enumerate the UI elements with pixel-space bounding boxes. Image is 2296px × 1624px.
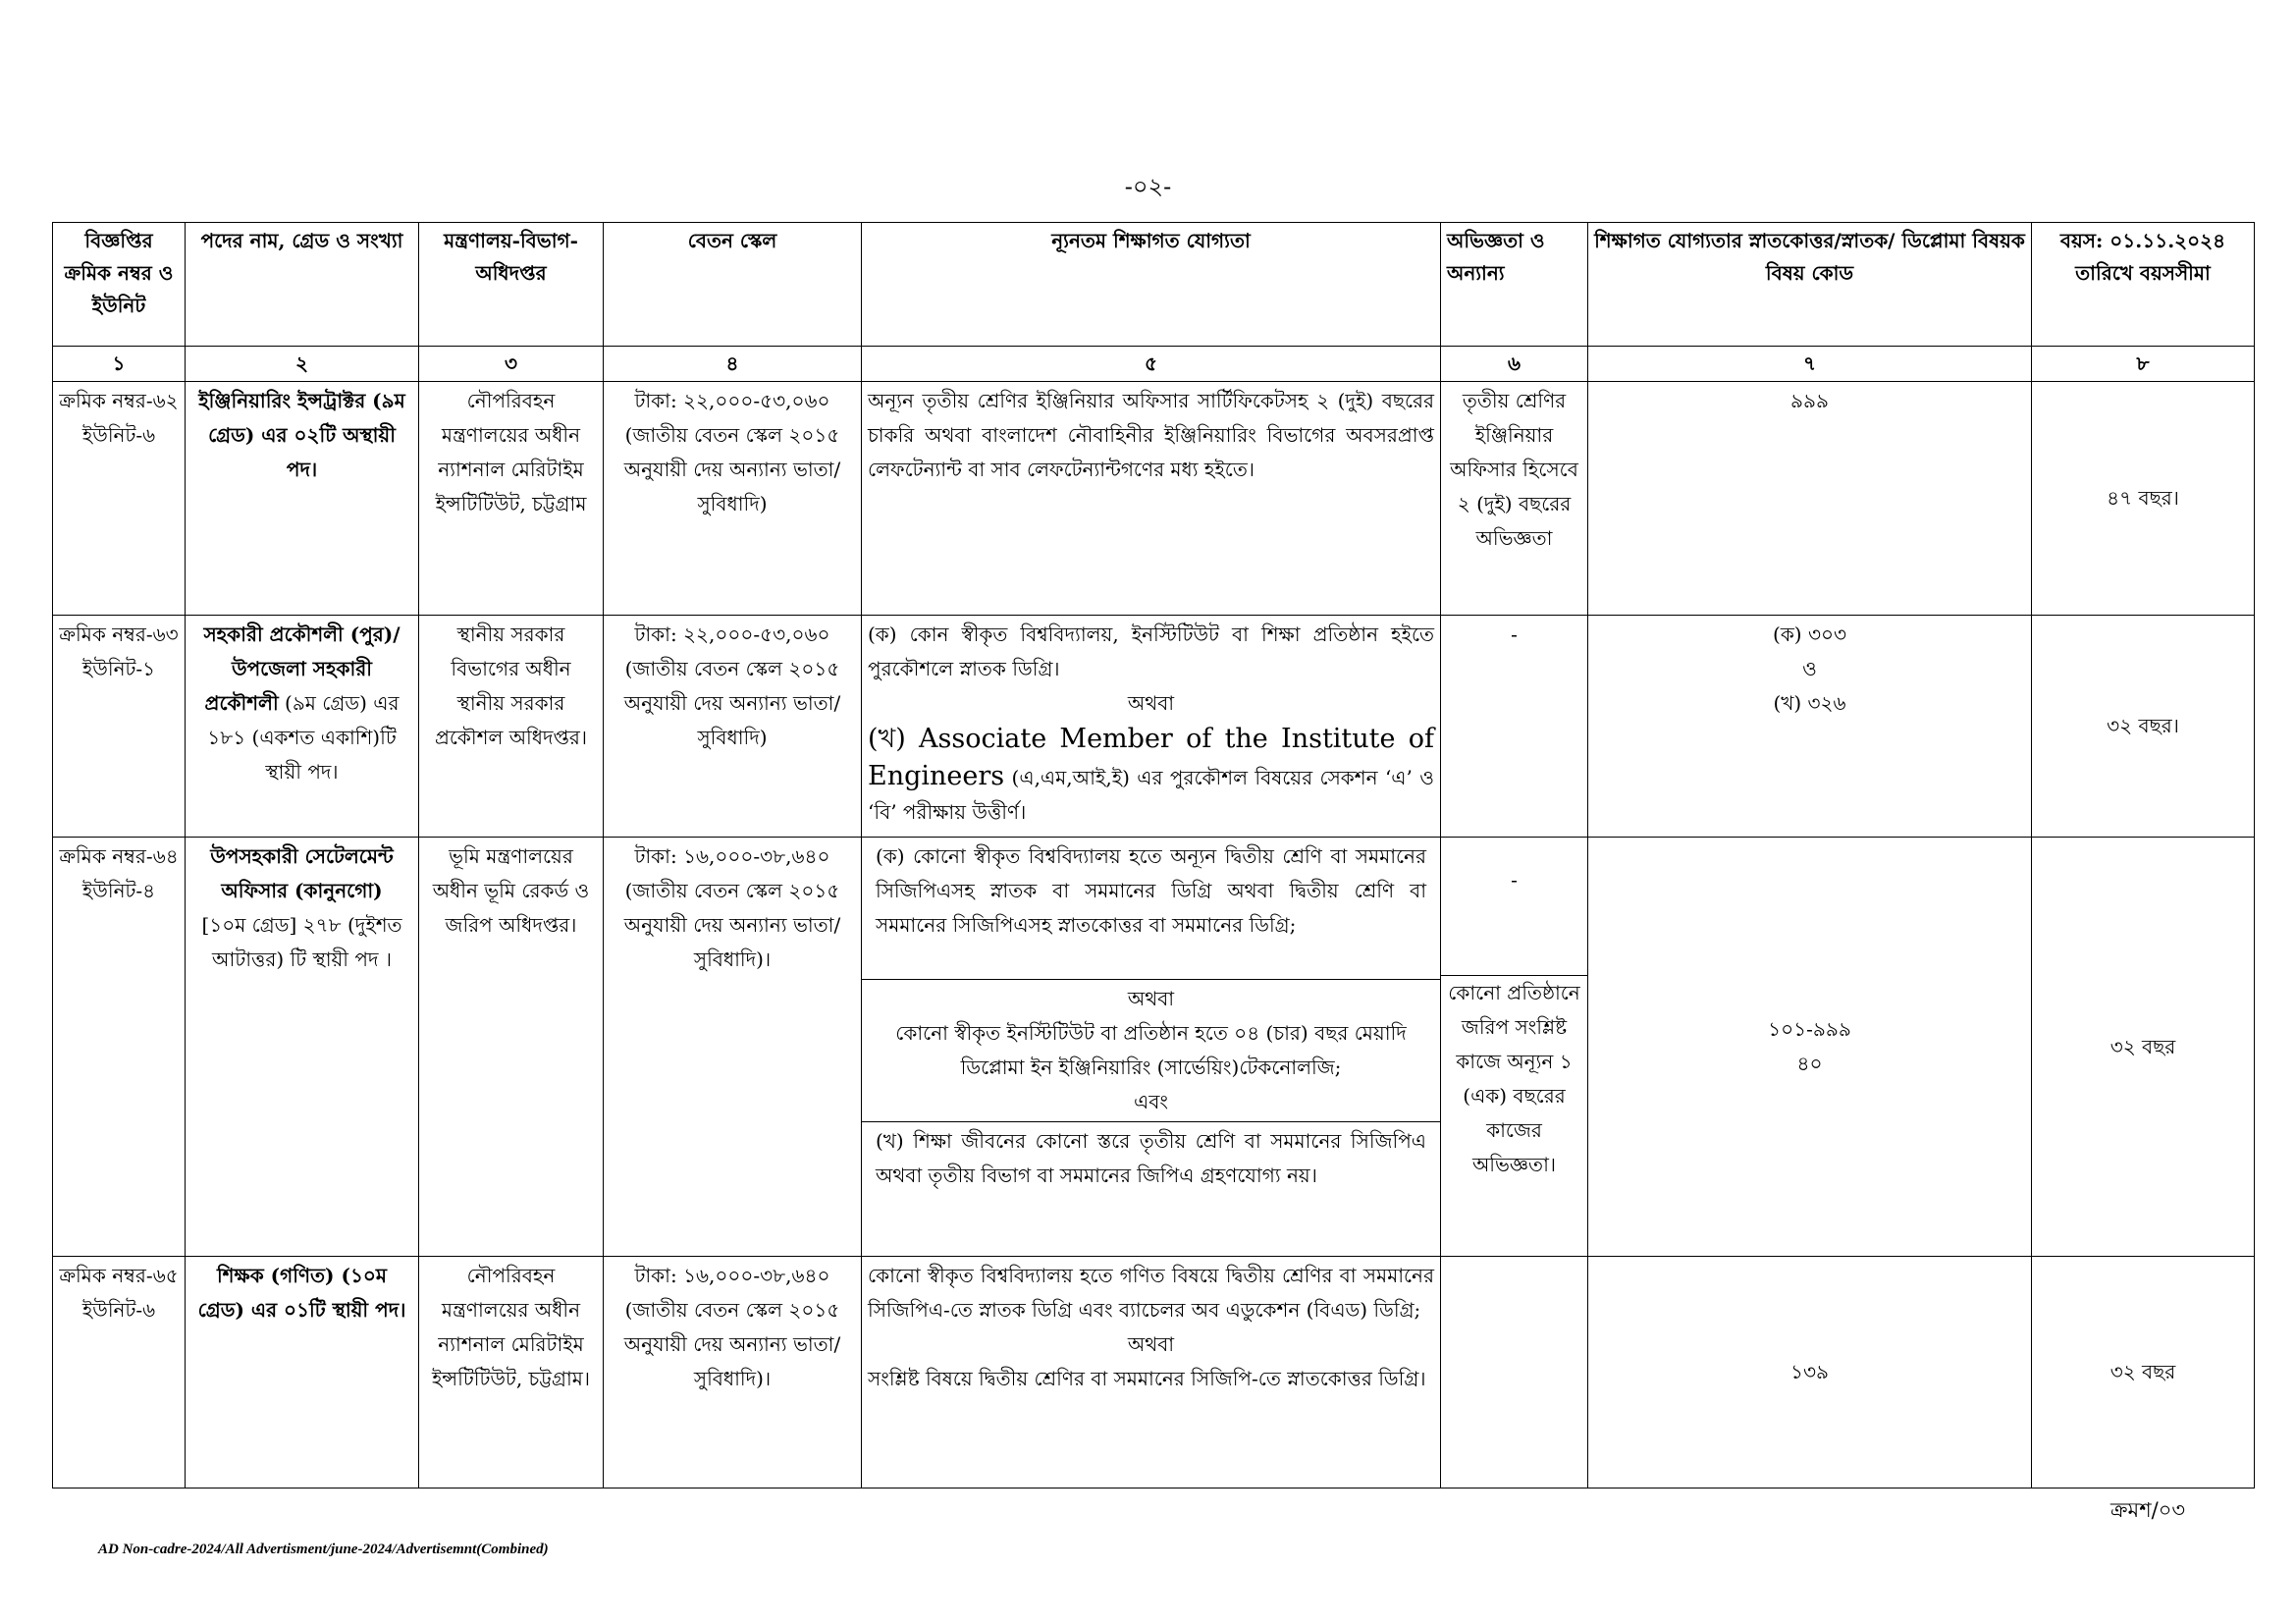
qualification-or: অথবা (1127, 691, 1175, 715)
experience-cell (1441, 1257, 1588, 1489)
age-limit-cell: ৩২ বছর (2032, 838, 2255, 1257)
qualification-cell (862, 1257, 1441, 1489)
pay-scale-cell: টাকা: ২২,০০০-৫৩,০৬০ (জাতীয় বেতন স্কেল ২০১৫ অনুযায়ী দেয় অন্যান্য ভাতা/সুবিধাদি) (604, 382, 862, 616)
subject-code-a: ১০১-৯৯৯ (1768, 1017, 1851, 1041)
ministry-cell: নৌপরিবহন মন্ত্রণালয়ের অধীন ন্যাশনাল মেরিটাইম ইন্সটিটিউট, চট্টগ্রাম। (419, 1257, 604, 1489)
post-title: সহকারী প্রকৌশলী (পুর)/উপজেলা সহকারী প্রকৌশলী (203, 623, 400, 715)
column-number-row (53, 347, 2255, 382)
post-title: উপসহকারী সেটেলমেন্ট অফিসার (কানুনগো) (210, 844, 394, 902)
header-experience: অভিজ্ঞতা ও অন্যান্য (1441, 223, 1588, 347)
table-row (53, 838, 2255, 1257)
header-age-limit: বয়স: ০১.১১.২০২৪ তারিখে বয়সসীমা (2032, 223, 2255, 347)
subject-code-and: ও (1802, 657, 1817, 680)
column-number: ৬ (1441, 347, 1588, 382)
header-post: পদের নাম, গ্রেড ও সংখ্যা (186, 223, 419, 347)
footer-file-path: AD Non-cadre-2024/All Advertisment/june-2024/Advertisemnt(Combined) (98, 1542, 549, 1557)
pay-scale-cell: টাকা: ১৬,০০০-৩৮,৬৪০ (জাতীয় বেতন স্কেল ২০১৫ অনুযায়ী দেয় অন্যান্য ভাতা/সুবিধাদি)। (604, 838, 862, 1257)
qualification-cell: অন্যূন তৃতীয় শ্রেণির ইঞ্জিনিয়ার অফিসার সার্টিফিকেটসহ ২ (দুই) বছরের চাকরি অথবা বাংলাদেশ নৌবাহিনীর ইঞ্জিনিয়ারিং বিভাগের অবসরপ্রাপ্ত লেফটেন্যান্ট বা সাব লেফটেন্যান্টগণের মধ্য হইতে। (862, 382, 1441, 616)
age-limit-cell: ৪৭ বছর। (2032, 382, 2255, 616)
subject-code-cell: ১৩৯ (1588, 1257, 2032, 1489)
serial-cell: ক্রমিক নম্বর-৬৫ ইউনিট-৬ (53, 1257, 186, 1489)
post-cell (186, 838, 419, 1257)
qualification-option-b: (খ) শিক্ষা জীবনের কোনো স্তরে তৃতীয় শ্রেণি বা সমমানের সিজিপিএ অথবা তৃতীয় বিভাগ বা সমমানের জিপিএ গ্রহণযোগ্য নয়। (862, 1121, 1440, 1195)
experience-b: কোনো প্রতিষ্ঠানে জরিপ সংশ্লিষ্ট কাজে অন্যূন ১ (এক) বছরের কাজের অভিজ্ঞতা। (1441, 975, 1587, 1182)
qualification-cell (862, 616, 1441, 838)
experience-cell (1441, 838, 1588, 1257)
column-number: ৭ (1588, 347, 2032, 382)
qualification-diploma-block (862, 979, 1440, 1121)
subject-code-b: ৪০ (1796, 1052, 1823, 1075)
header-qualification: ন্যূনতম শিক্ষাগত যোগ্যতা (862, 223, 1441, 347)
table-row (53, 1257, 2255, 1489)
subject-code-a: (ক) ৩০৩ (1773, 623, 1846, 646)
table-row (53, 382, 2255, 616)
qualification-and: এবং (1134, 1090, 1168, 1113)
experience-cell: - (1441, 616, 1588, 838)
experience-a: - (1511, 868, 1518, 892)
subject-code-cell (1588, 616, 2032, 838)
pay-scale-cell: টাকা: ১৬,০০০-৩৮,৬৪০ (জাতীয় বেতন স্কেল ২০১৫ অনুযায়ী দেয় অন্যান্য ভাতা/সুবিধাদি)। (604, 1257, 862, 1489)
qualification-option-b: সংশ্লিষ্ট বিষয়ে দ্বিতীয় শ্রেণির বা সমমানের সিজিপি-তে স্নাতকোত্তর ডিগ্রি। (868, 1367, 1426, 1390)
job-advertisement-table (52, 222, 2255, 1489)
qualification-option-a: (ক) কোন স্বীকৃত বিশ্ববিদ্যালয়, ইনস্টিটিউট বা শিক্ষা প্রতিষ্ঠান হইতে পুরকৌশলে স্নাতক ডিগ্রি। (868, 623, 1434, 680)
serial-cell: ক্রমিক নম্বর-৬৩ ইউনিট-১ (53, 616, 186, 838)
ministry-cell: নৌপরিবহন মন্ত্রণালয়ের অধীন ন্যাশনাল মেরিটাইম ইন্সটিটিউট, চট্টগ্রাম (419, 382, 604, 616)
continued-note: ক্রমশ/০৩ (2110, 1498, 2186, 1522)
subject-code-b: (খ) ৩২৬ (1773, 691, 1846, 715)
header-pay-scale: বেতন স্কেল (604, 223, 862, 347)
subject-code-cell (1588, 838, 2032, 1257)
ministry-cell: ভূমি মন্ত্রণালয়ের অধীন ভূমি রেকর্ড ও জরিপ অধিদপ্তর। (419, 838, 604, 1257)
column-number: ৮ (2032, 347, 2255, 382)
page-number: -০২- (1124, 173, 1172, 200)
age-limit-cell: ৩২ বছর। (2032, 616, 2255, 838)
pay-scale-cell: টাকা: ২২,০০০-৫৩,০৬০ (জাতীয় বেতন স্কেল ২০১৫ অনুযায়ী দেয় অন্যান্য ভাতা/সুবিধাদি) (604, 616, 862, 838)
post-cell: ইঞ্জিনিয়ারিং ইন্সট্রাক্টর (৯ম গ্রেড) এর ০২টি অস্থায়ী পদ। (186, 382, 419, 616)
age-limit-cell: ৩২ বছর (2032, 1257, 2255, 1489)
experience-cell: তৃতীয় শ্রেণির ইঞ্জিনিয়ার অফিসার হিসেবে ২ (দুই) বছরের অভিজ্ঞতা (1441, 382, 1588, 616)
qualification-or: অথবা (1127, 1332, 1175, 1356)
post-cell: শিক্ষক (গণিত) (১০ম গ্রেড) এর ০১টি স্থায়ী পদ। (186, 1257, 419, 1489)
header-subject-code: শিক্ষাগত যোগ্যতার স্নাতকোত্তর/স্নাতক/ ডিপ্লোমা বিষয়ক বিষয় কোড (1588, 223, 2032, 347)
qualification-or: অথবা (1127, 987, 1175, 1010)
post-cell (186, 616, 419, 838)
qualification-option-b-rest: (এ,এম,আই,ই) এর পুরকৌশল বিষয়ের সেকশন ‘এ’ ও ‘বি’ পরীক্ষায় উত্তীর্ণ। (868, 766, 1434, 824)
table-row (53, 616, 2255, 838)
header-serial: বিজ্ঞপ্তির ক্রমিক নম্বর ও ইউনিট (53, 223, 186, 347)
qualification-diploma: কোনো স্বীকৃত ইনস্টিটিউট বা প্রতিষ্ঠান হতে ০৪ (চার) বছর মেয়াদি ডিপ্লোমা ইন ইঞ্জিনিয়ারিং (সার্ভেয়িং)টেকনোলজি; (895, 1021, 1407, 1079)
serial-cell: ক্রমিক নম্বর-৬২ ইউনিট-৬ (53, 382, 186, 616)
ministry-cell: স্থানীয় সরকার বিভাগের অধীন স্থানীয় সরকার প্রকৌশল অধিদপ্তর। (419, 616, 604, 838)
serial-cell: ক্রমিক নম্বর-৬৪ ইউনিট-৪ (53, 838, 186, 1257)
header-row (53, 223, 2255, 347)
column-number: ৫ (862, 347, 1441, 382)
header-ministry: মন্ত্রণালয়-বিভাগ-অধিদপ্তর (419, 223, 604, 347)
column-number: ৪ (604, 347, 862, 382)
column-number: ২ (186, 347, 419, 382)
qualification-cell (862, 838, 1441, 1257)
column-number: ৩ (419, 347, 604, 382)
post-details: (৯ম গ্রেড) এর ১৮১ (একশত একাশি)টি স্থায়ী পদ। (207, 691, 400, 784)
qualification-option-a: (ক) কোনো স্বীকৃত বিশ্ববিদ্যালয় হতে অন্যূন দ্বিতীয় শ্রেণি বা সমমানের সিজিপিএসহ স্নাতক বা সমমানের ডিগ্রি অথবা দ্বিতীয় শ্রেণি বা সমমানের সিজিপিএসহ স্নাতকোত্তর বা সমমানের ডিগ্রি; (876, 844, 1426, 937)
post-details: [১০ম গ্রেড] ২৭৮ (দুইশত আটাত্তর) টি স্থায়ী পদ । (201, 913, 402, 971)
subject-code-cell: ৯৯৯ (1588, 382, 2032, 616)
qualification-option-a: কোনো স্বীকৃত বিশ্ববিদ্যালয় হতে গণিত বিষয়ে দ্বিতীয় শ্রেণির বা সমমানের সিজিপিএ-তে স্নাতক ডিগ্রি এবং ব্যাচেলর অব এডুকেশন (বিএড) ডিগ্রি; (868, 1264, 1434, 1322)
qualification-option-b-english: (খ) Associate Member of the Institute of Engineers (868, 724, 1434, 791)
column-number: ১ (53, 347, 186, 382)
